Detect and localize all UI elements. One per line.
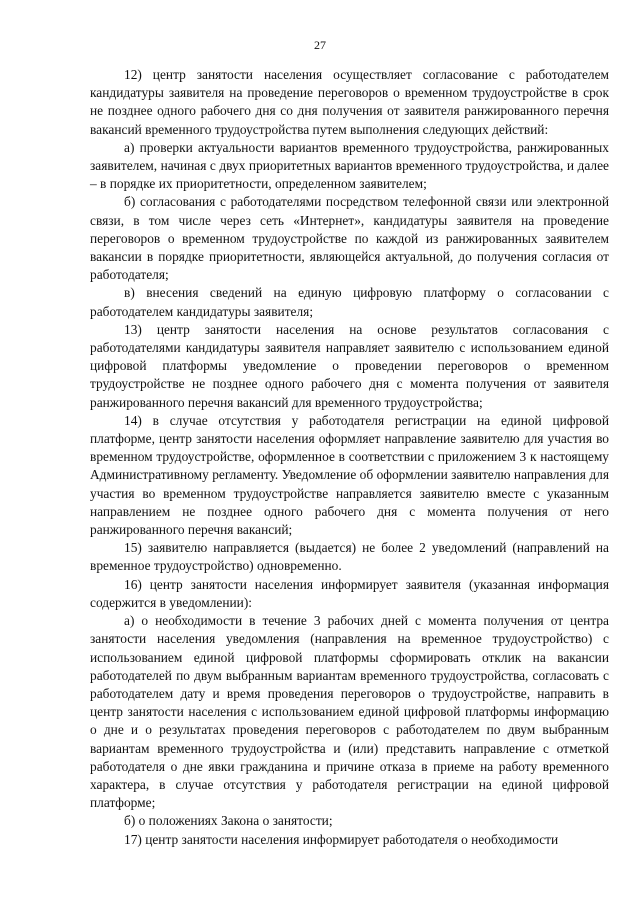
paragraph: в) внесения сведений на единую цифровую платформу о согласовании с работодателем кандидатуры заявителя; (90, 285, 609, 319)
paragraph: а) о необходимости в течение 3 рабочих дней с момента получения от центра занятости населения уведомления (направления на временное трудоустройство) с использованием единой цифровой платформы сформировать отклик на вакансии работодателей по двум выбранным вариантам временного трудоустройства, согласовать с работодателем дату и время проведения переговоров о трудоустройстве, направить в центр занятости населения с использованием единой цифровой платформы информацию о дне и о результатах проведения переговоров с работодателем по двум выбранным вариантам временного трудоустройства и (или) представить направление с отметкой работодателя о дне явки гражданина и причине отказа в приеме на работу временного характера, в случае отсутствия у работодателя регистрации на единой цифровой платформе; (90, 613, 609, 811)
document-body (90, 66, 609, 849)
paragraph: б) о положениях Закона о занятости; (124, 813, 333, 829)
paragraph: 14) в случае отсутствия у работодателя регистрации на единой цифровой платформе, центр занятости населения оформляет направление заявителю для участия во временном трудоустройстве, оформленное в соответствии с приложением 3 к настоящему Административному регламенту. Уведомление об оформлении заявителю направления для участия во временном трудоустройстве направляется заявителю вместе с указанным направлением не позднее одного рабочего дня с момента получения от него ранжированного перечня вакансий; (90, 412, 609, 538)
paragraph: 17) центр занятости населения информирует работодателя о необходимости (124, 831, 559, 847)
paragraph: 13) центр занятости населения на основе результатов согласования с работодателями кандидатуры заявителя направляет заявителю с использованием единой цифровой платформы уведомление о проведении переговоров о временном трудоустройстве не позднее одного рабочего дня с момента получения от заявителя ранжированного перечня вакансий для временного трудоустройства; (90, 321, 609, 410)
page-number: 27 (314, 38, 326, 52)
paragraph: 16) центр занятости населения информирует заявителя (указанная информация содержится в уведомлении): (90, 576, 609, 610)
paragraph: 15) заявителю направляется (выдается) не более 2 уведомлений (направлений на временное трудоустройство) одновременно. (90, 540, 609, 574)
paragraph: а) проверки актуальности вариантов временного трудоустройства, ранжированных заявителем, начиная с двух приоритетных вариантов временного трудоустройства, и далее – в порядке их приоритетности, определенном заявителем; (90, 139, 609, 192)
paragraph: б) согласования с работодателями посредством телефонной связи или электронной связи, в том числе через сеть «Интернет», кандидатуры заявителя на проведение переговоров о временном трудоустройстве по каждой из ранжированных заявителем вакансии в порядке приоритетности, являющейся актуальной, до получения согласия от работодателя; (90, 194, 609, 283)
paragraph: 12) центр занятости населения осуществляет согласование с работодателем кандидатуры заявителя на проведение переговоров о временном трудоустройстве в срок не позднее одного рабочего дня со дня получения от заявителя ранжированного перечня вакансий временного трудоустройства путем выполнения следующих действий: (90, 67, 609, 137)
